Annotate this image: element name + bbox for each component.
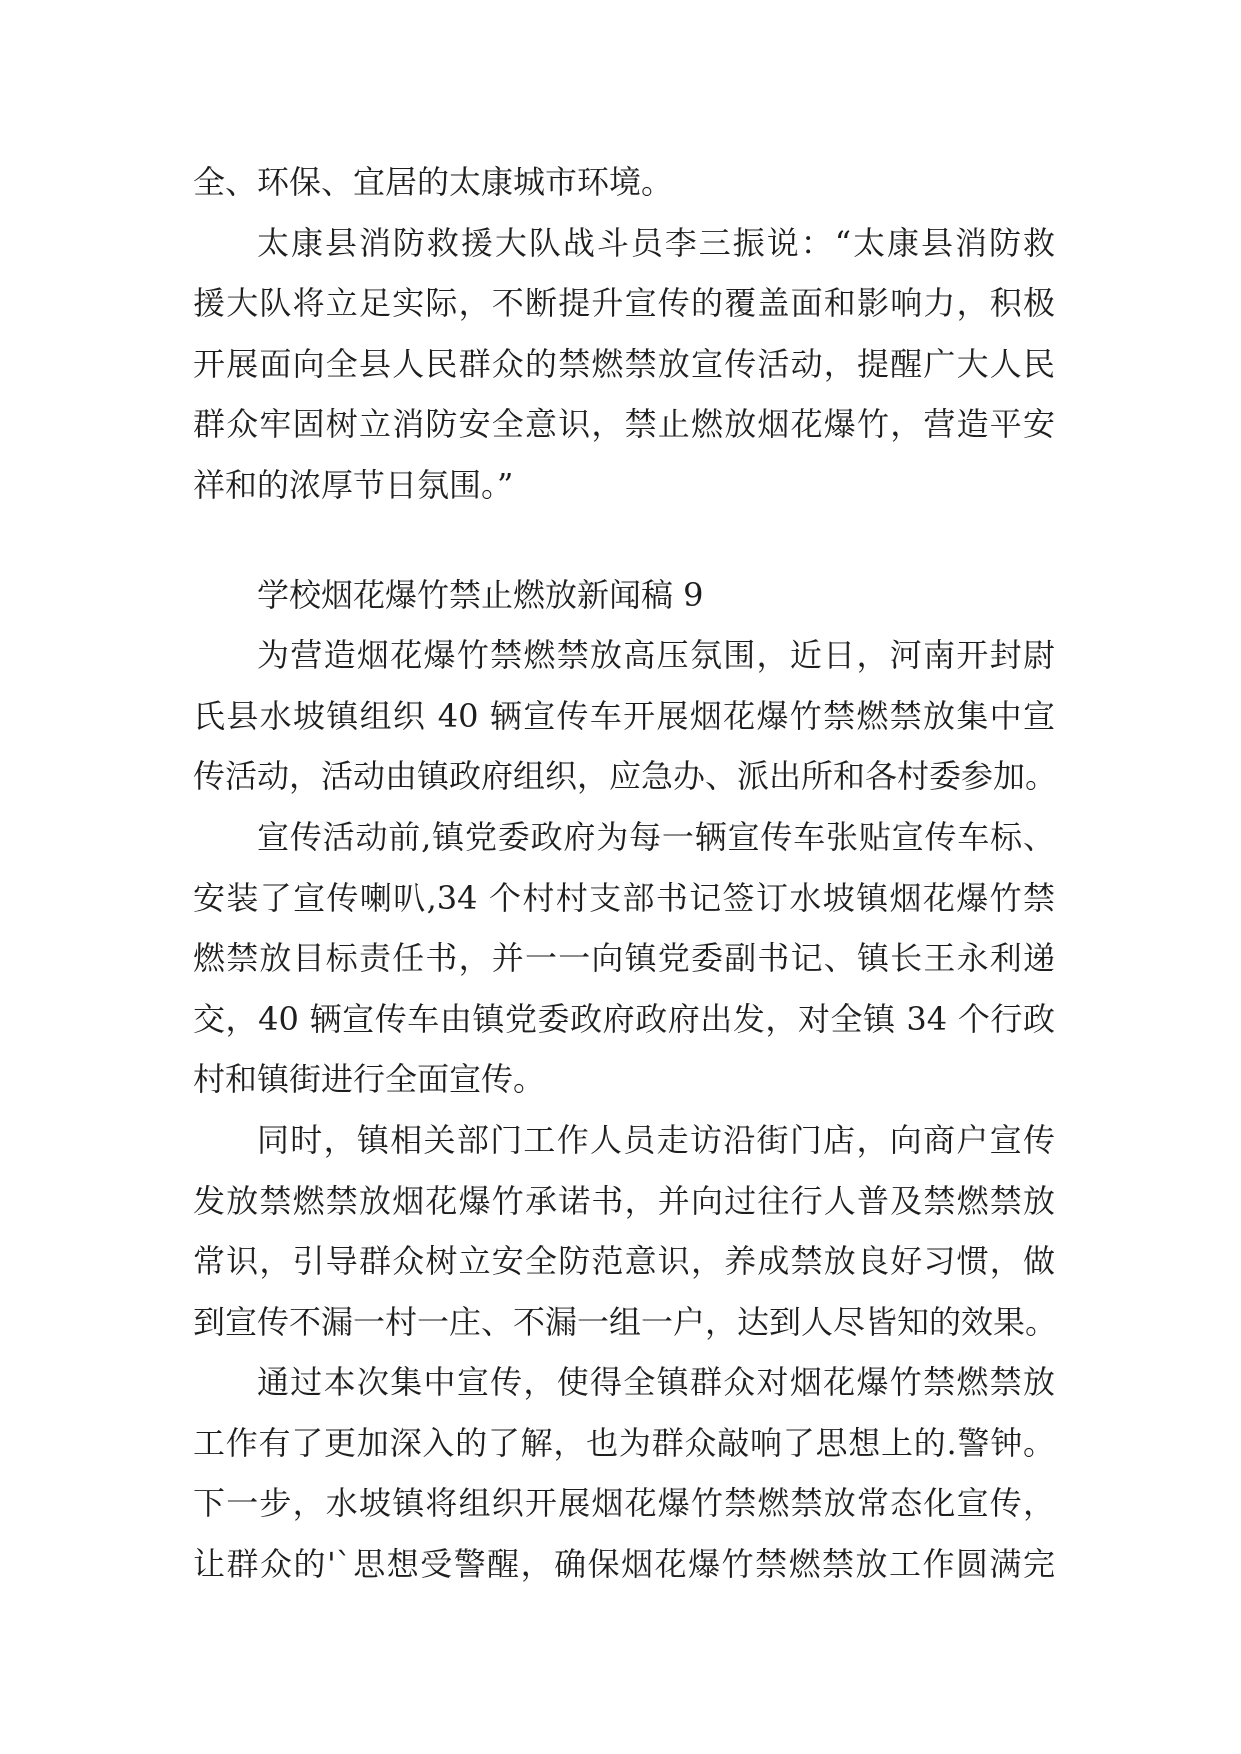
text-line: 常识，引导群众树立安全防范意识，养成禁放良好习惯，做 (193, 1242, 1055, 1281)
text-line: 为营造烟花爆竹禁燃禁放高压氛围，近日，河南开封尉 (257, 636, 1055, 675)
text-line: 援大队将立足实际，不断提升宣传的覆盖面和影响力，积极 (193, 284, 1055, 323)
paragraph (193, 625, 1058, 807)
text-line: 让群众的'`思想受警醒，确保烟花爆竹禁燃禁放工作圆满完 (193, 1545, 1055, 1584)
text-line: 交，40 辆宣传车由镇党委政府政府出发，对全镇 34 个行政 (193, 999, 1055, 1038)
text-line: 燃禁放目标责任书，并一一向镇党委副书记、镇长王永利递 (193, 939, 1055, 978)
text-line: 通过本次集中宣传，使得全镇群众对烟花爆竹禁燃禁放 (257, 1363, 1055, 1402)
text-line: 工作有了更加深入的了解，也为群众敲响了思想上的.警钟。 (193, 1423, 1055, 1462)
text-line: 村和镇街进行全面宣传。 (193, 1060, 546, 1099)
text-line: 安装了宣传喇叭,34 个村村支部书记签订水坡镇烟花爆竹禁 (193, 878, 1055, 917)
text-line: 下一步，水坡镇将组织开展烟花爆竹禁燃禁放常态化宣传， (193, 1484, 1055, 1523)
document-body (193, 152, 1058, 1595)
paragraph (193, 152, 1055, 213)
article-title: 学校烟花爆竹禁止燃放新闻稿 9 (257, 575, 704, 614)
text-line: 太康县消防救援大队战斗员李三振说：“太康县消防救 (257, 223, 1055, 262)
text-line: 氏县水坡镇组织 40 辆宣传车开展烟花爆竹禁燃禁放集中宣 (193, 696, 1055, 735)
paragraph (193, 213, 1055, 516)
paragraph (193, 1110, 1058, 1352)
text-line: 宣传活动前,镇党委政府为每一辆宣传车张贴宣传车标、 (257, 817, 1055, 856)
text-line: 同时，镇相关部门工作人员走访沿街门店，向商户宣传 (257, 1120, 1055, 1159)
article (193, 565, 1058, 1595)
text-line: 传活动，活动由镇政府组织，应急办、派出所和各村委参加。 (193, 757, 1058, 796)
paragraph (193, 1352, 1055, 1594)
text-line: 群众牢固树立消防安全意识，禁止燃放烟花爆竹，营造平安 (193, 405, 1055, 444)
text-line: 祥和的浓厚节日氛围。” (193, 465, 514, 504)
text-line: 到宣传不漏一村一庄、不漏一组一户，达到人尽皆知的效果。 (193, 1302, 1058, 1341)
text-line: 开展面向全县人民群众的禁燃禁放宣传活动，提醒广大人民 (193, 344, 1055, 383)
paragraph (193, 807, 1055, 1110)
text-line: 发放禁燃禁放烟花爆竹承诺书，并向过往行人普及禁燃禁放 (193, 1181, 1055, 1220)
text-line: 全、环保、宜居的太康城市环境。 (193, 163, 674, 201)
